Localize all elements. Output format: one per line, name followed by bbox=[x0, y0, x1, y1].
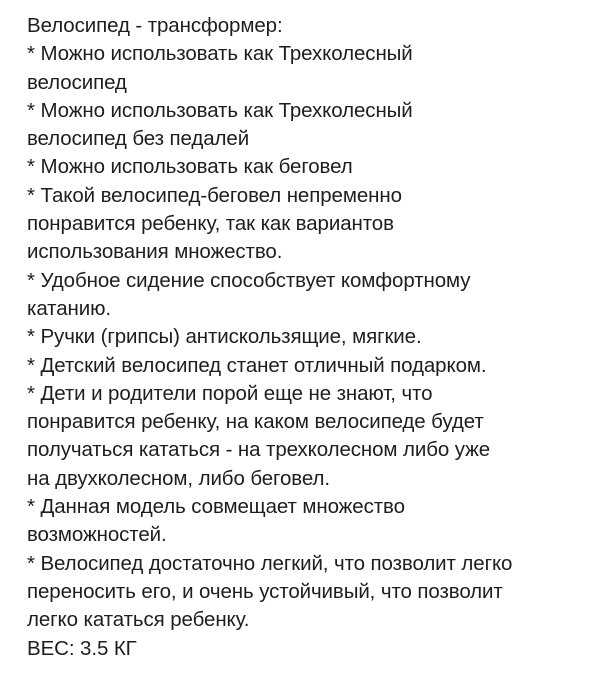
description-line: * Можно использовать как Трехколесный bbox=[27, 98, 413, 122]
description-line: * Дети и родители порой еще не знают, что bbox=[27, 381, 433, 405]
description-line: * Можно использовать как беговел bbox=[27, 155, 353, 179]
description-line: переносить его, и очень устойчивый, что позволит bbox=[27, 579, 503, 603]
description-line: понравится ребенку, на каком велосипеде будет bbox=[27, 410, 484, 434]
description-line: велосипед bbox=[27, 70, 127, 94]
description-line: * Удобное сидение способствует комфортному bbox=[27, 268, 471, 292]
description-line: возможностей. bbox=[27, 523, 167, 547]
description-line: * Детский велосипед станет отличный подарком. bbox=[27, 353, 487, 377]
description-line: * Ручки (грипсы) антискользящие, мягкие. bbox=[27, 325, 422, 349]
description-line: легко кататься ребенку. bbox=[27, 608, 250, 632]
description-line: * Такой велосипед-беговел непременно bbox=[27, 183, 402, 207]
weight-line: ВЕС: 3.5 КГ bbox=[27, 636, 137, 660]
description-line: использования множество. bbox=[27, 240, 283, 264]
description-heading: Велосипед - трансформер: bbox=[27, 14, 283, 37]
description-line: на двухколесном, либо беговел. bbox=[27, 466, 330, 490]
description-line: понравится ребенку, так как вариантов bbox=[27, 212, 394, 236]
description-line: велосипед без педалей bbox=[27, 127, 250, 151]
description-line: * Данная модель совмещает множество bbox=[27, 495, 405, 519]
description-line: катанию. bbox=[27, 296, 111, 320]
description-line: * Велосипед достаточно легкий, что позволит легко bbox=[27, 551, 513, 575]
description-line: получаться кататься - на трехколесном либо уже bbox=[27, 438, 491, 462]
product-description bbox=[27, 12, 595, 663]
description-line: * Можно использовать как Трехколесный bbox=[27, 42, 413, 66]
